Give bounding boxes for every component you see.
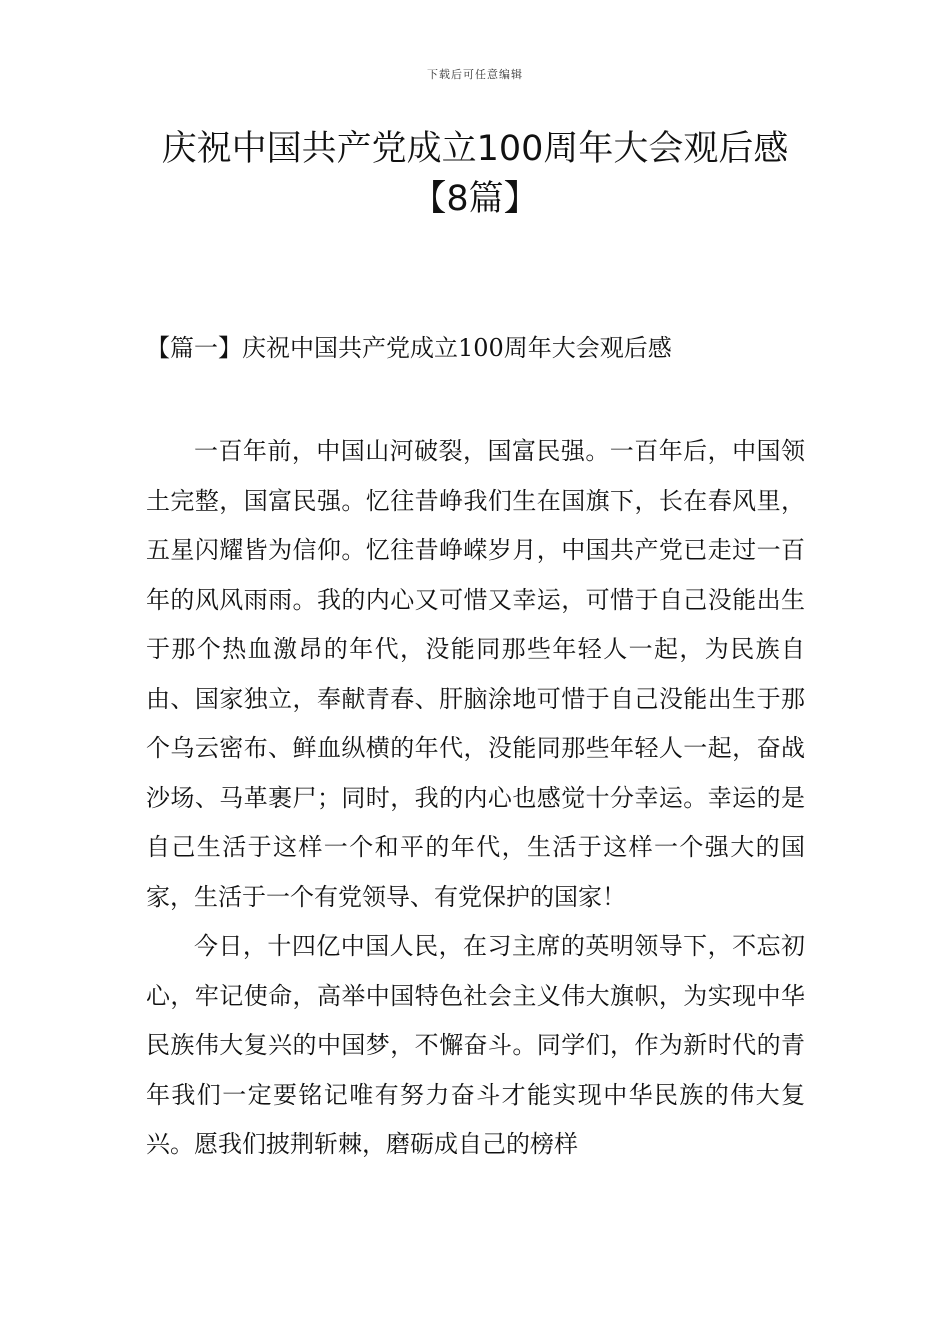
paragraph-1: 一百年前，中国山河破裂，国富民强。一百年后，中国领土完整，国富民强。忆往昔峥我们生在国旗下，长在春风里，五星闪耀皆为信仰。忆往昔峥嵘岁月，中国共产党已走过一百年的风风雨雨。我的内心又可惜又幸运，可惜于自己没能出生于那个热血激昂的年代，没能同那些年轻人一起，为民族自由、国家独立，奉献青春、肝脑涂地可惜于自己没能出生于那个乌云密布、鲜血纵横的年代，没能同那些年轻人一起，奋战沙场、马革裹尸；同时，我的内心也感觉十分幸运。幸运的是自己生活于这样一个和平的年代，生活于这样一个强大的国家，生活于一个有党领导、有党保护的国家！ bbox=[146, 437, 805, 911]
document-title-line-2: 【8篇】 bbox=[411, 179, 539, 219]
document-title bbox=[0, 124, 950, 224]
document-title-line-1: 庆祝中国共产党成立100周年大会观后感 bbox=[161, 129, 789, 169]
section-body bbox=[146, 427, 805, 1170]
paragraph-2: 今日，十四亿中国人民，在习主席的英明领导下，不忘初心，牢记使命，高举中国特色社会主义伟大旗帜，为实现中华民族伟大复兴的中国梦，不懈奋斗。同学们，作为新时代的青年我们一定要铭记唯有努力奋斗才能实现中华民族的伟大复兴。愿我们披荆斩棘，磨砺成自己的榜样 bbox=[146, 932, 805, 1158]
section-heading: 【篇一】庆祝中国共产党成立100周年大会观后感 bbox=[146, 334, 672, 362]
header-note: 下载后可任意编辑 bbox=[427, 68, 523, 81]
